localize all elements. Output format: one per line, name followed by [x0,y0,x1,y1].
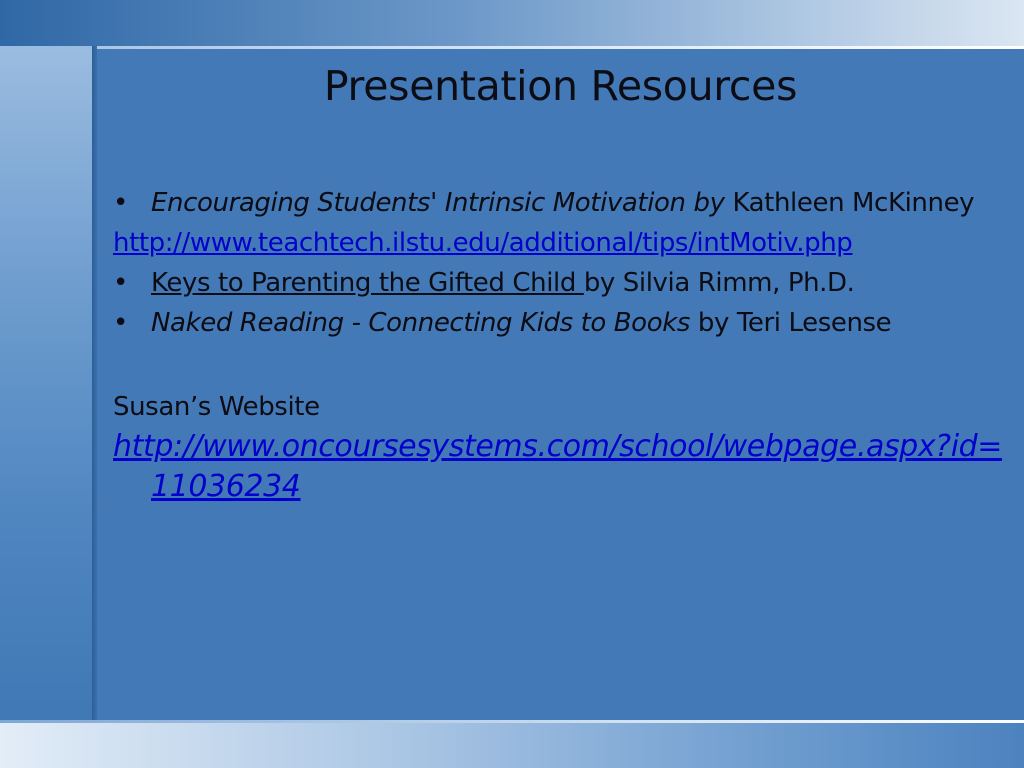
bottom-decorative-band [0,723,1024,768]
section-spacer [113,343,1018,387]
resource-2-title[interactable]: Keys to Parenting the Gifted Child [151,268,584,298]
slide-title: Presentation Resources [323,62,798,110]
slide-body [113,183,1018,507]
left-decorative-band [0,46,92,722]
resource-1-title: Encouraging Students' Intrinsic Motivation by [151,188,725,218]
resource-item-1 [113,183,1018,223]
resource-item-2 [113,263,1018,303]
resource-1-author: Kathleen McKinney [724,188,975,218]
resource-item-3 [113,303,1018,343]
website-label: Susan’s Website [113,392,320,422]
bullet-icon: • [113,308,128,338]
website-link[interactable]: http://www.oncoursesystems.com/school/webpage.aspx?id=11036234 [113,429,1003,504]
bullet-icon: • [113,188,128,218]
resource-3-author: by Teri Lesense [690,308,892,338]
resource-2-author: by Silvia Rimm, Ph.D. [583,268,855,298]
resource-1-link[interactable]: http://www.teachtech.ilstu.edu/additional/tips/intMotiv.php [113,228,853,258]
bullet-icon: • [113,268,128,298]
resource-3-title: Naked Reading - Connecting Kids to Books [151,308,691,338]
top-decorative-band [0,0,1024,46]
